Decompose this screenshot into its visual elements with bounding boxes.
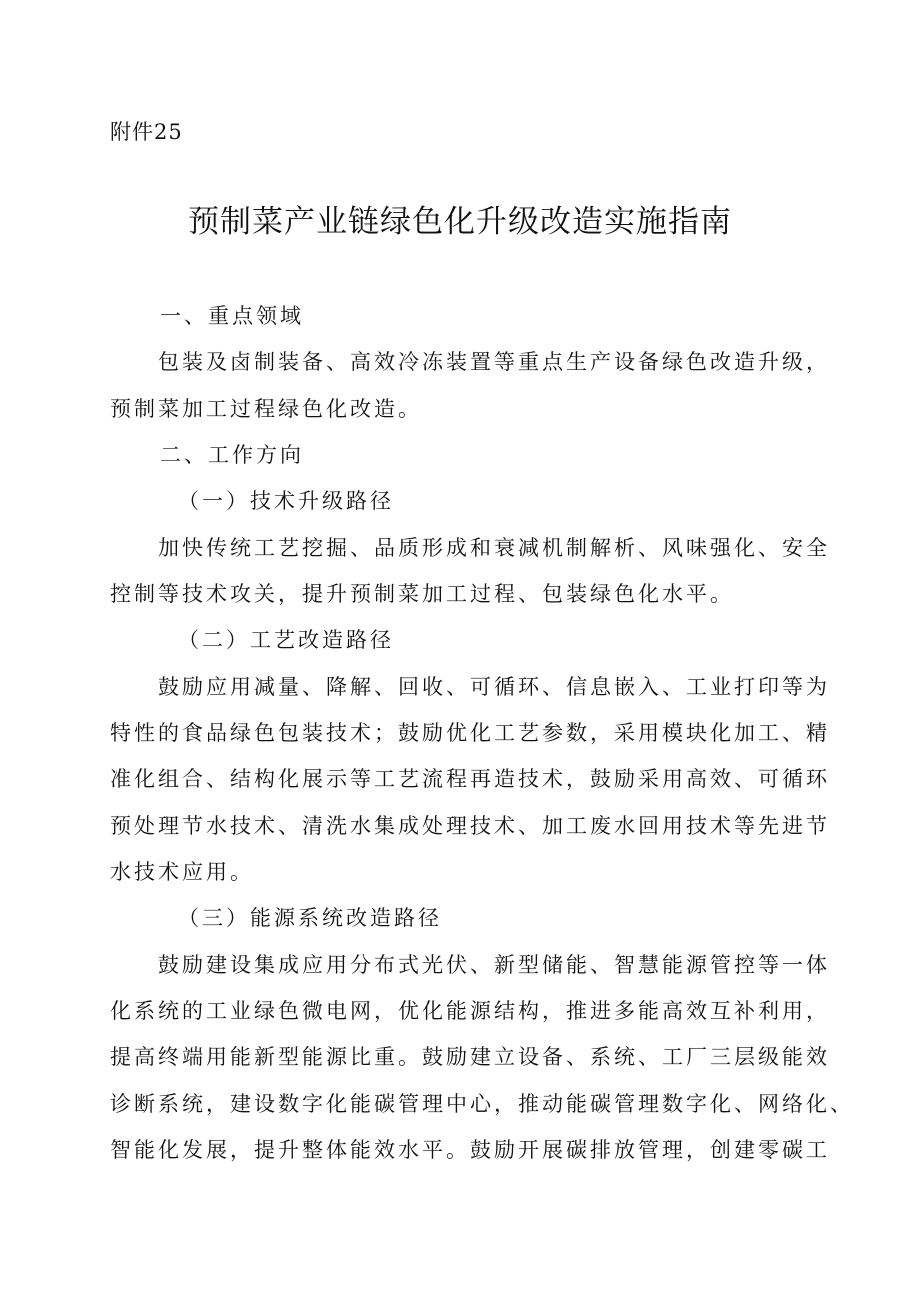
paragraph-line: 加快传统工艺挖掘、品质形成和衰减机制解析、风味强化、安全 — [158, 536, 830, 560]
paragraph-line: 鼓励建设集成应用分布式光伏、新型储能、智慧能源管控等一体 — [158, 953, 830, 977]
paragraph-line: 预制菜加工过程绿色化改造。 — [110, 397, 422, 421]
paragraph-line: 控制等技术攻关，提升预制菜加工过程、包装绿色化水平。 — [110, 582, 734, 606]
section-heading-work-direction: 二、工作方向 — [160, 443, 304, 467]
paragraph-line: 智能化发展，提升整体能效水平。鼓励开展碳排放管理，创建零碳工 — [110, 1138, 830, 1162]
paragraph-line: 提高终端用能新型能源比重。鼓励建立设备、系统、工厂三层级能效 — [110, 1045, 830, 1069]
paragraph-line: 诊断系统，建设数字化能碳管理中心，推动能碳管理数字化、网络化、 — [110, 1092, 854, 1116]
paragraph-line: 鼓励应用减量、降解、回收、可循环、信息嵌入、工业打印等为 — [158, 675, 830, 699]
paragraph-line: 化系统的工业绿色微电网，优化能源结构，推进多能高效互补利用， — [110, 999, 830, 1023]
subsection-heading-energy-system: （三）能源系统改造路径 — [178, 906, 442, 930]
document-title: 预制菜产业链绿色化升级改造实施指南 — [188, 204, 732, 240]
attachment-label: 附件25 — [110, 120, 183, 144]
paragraph-line: 水技术应用。 — [110, 860, 254, 884]
paragraph-line: 包装及卤制装备、高效冷冻装置等重点生产设备绿色改造升级， — [158, 350, 830, 374]
subsection-heading-process-retrofit: （二）工艺改造路径 — [178, 628, 394, 652]
paragraph-line: 特性的食品绿色包装技术；鼓励优化工艺参数，采用模块化加工、精 — [110, 721, 830, 745]
paragraph-line: 准化组合、结构化展示等工艺流程再造技术，鼓励采用高效、可循环 — [110, 767, 830, 791]
paragraph-line: 预处理节水技术、清洗水集成处理技术、加工废水回用技术等先进节 — [110, 814, 830, 838]
section-heading-key-areas: 一、重点领域 — [160, 304, 304, 328]
subsection-heading-tech-upgrade: （一）技术升级路径 — [178, 489, 394, 513]
